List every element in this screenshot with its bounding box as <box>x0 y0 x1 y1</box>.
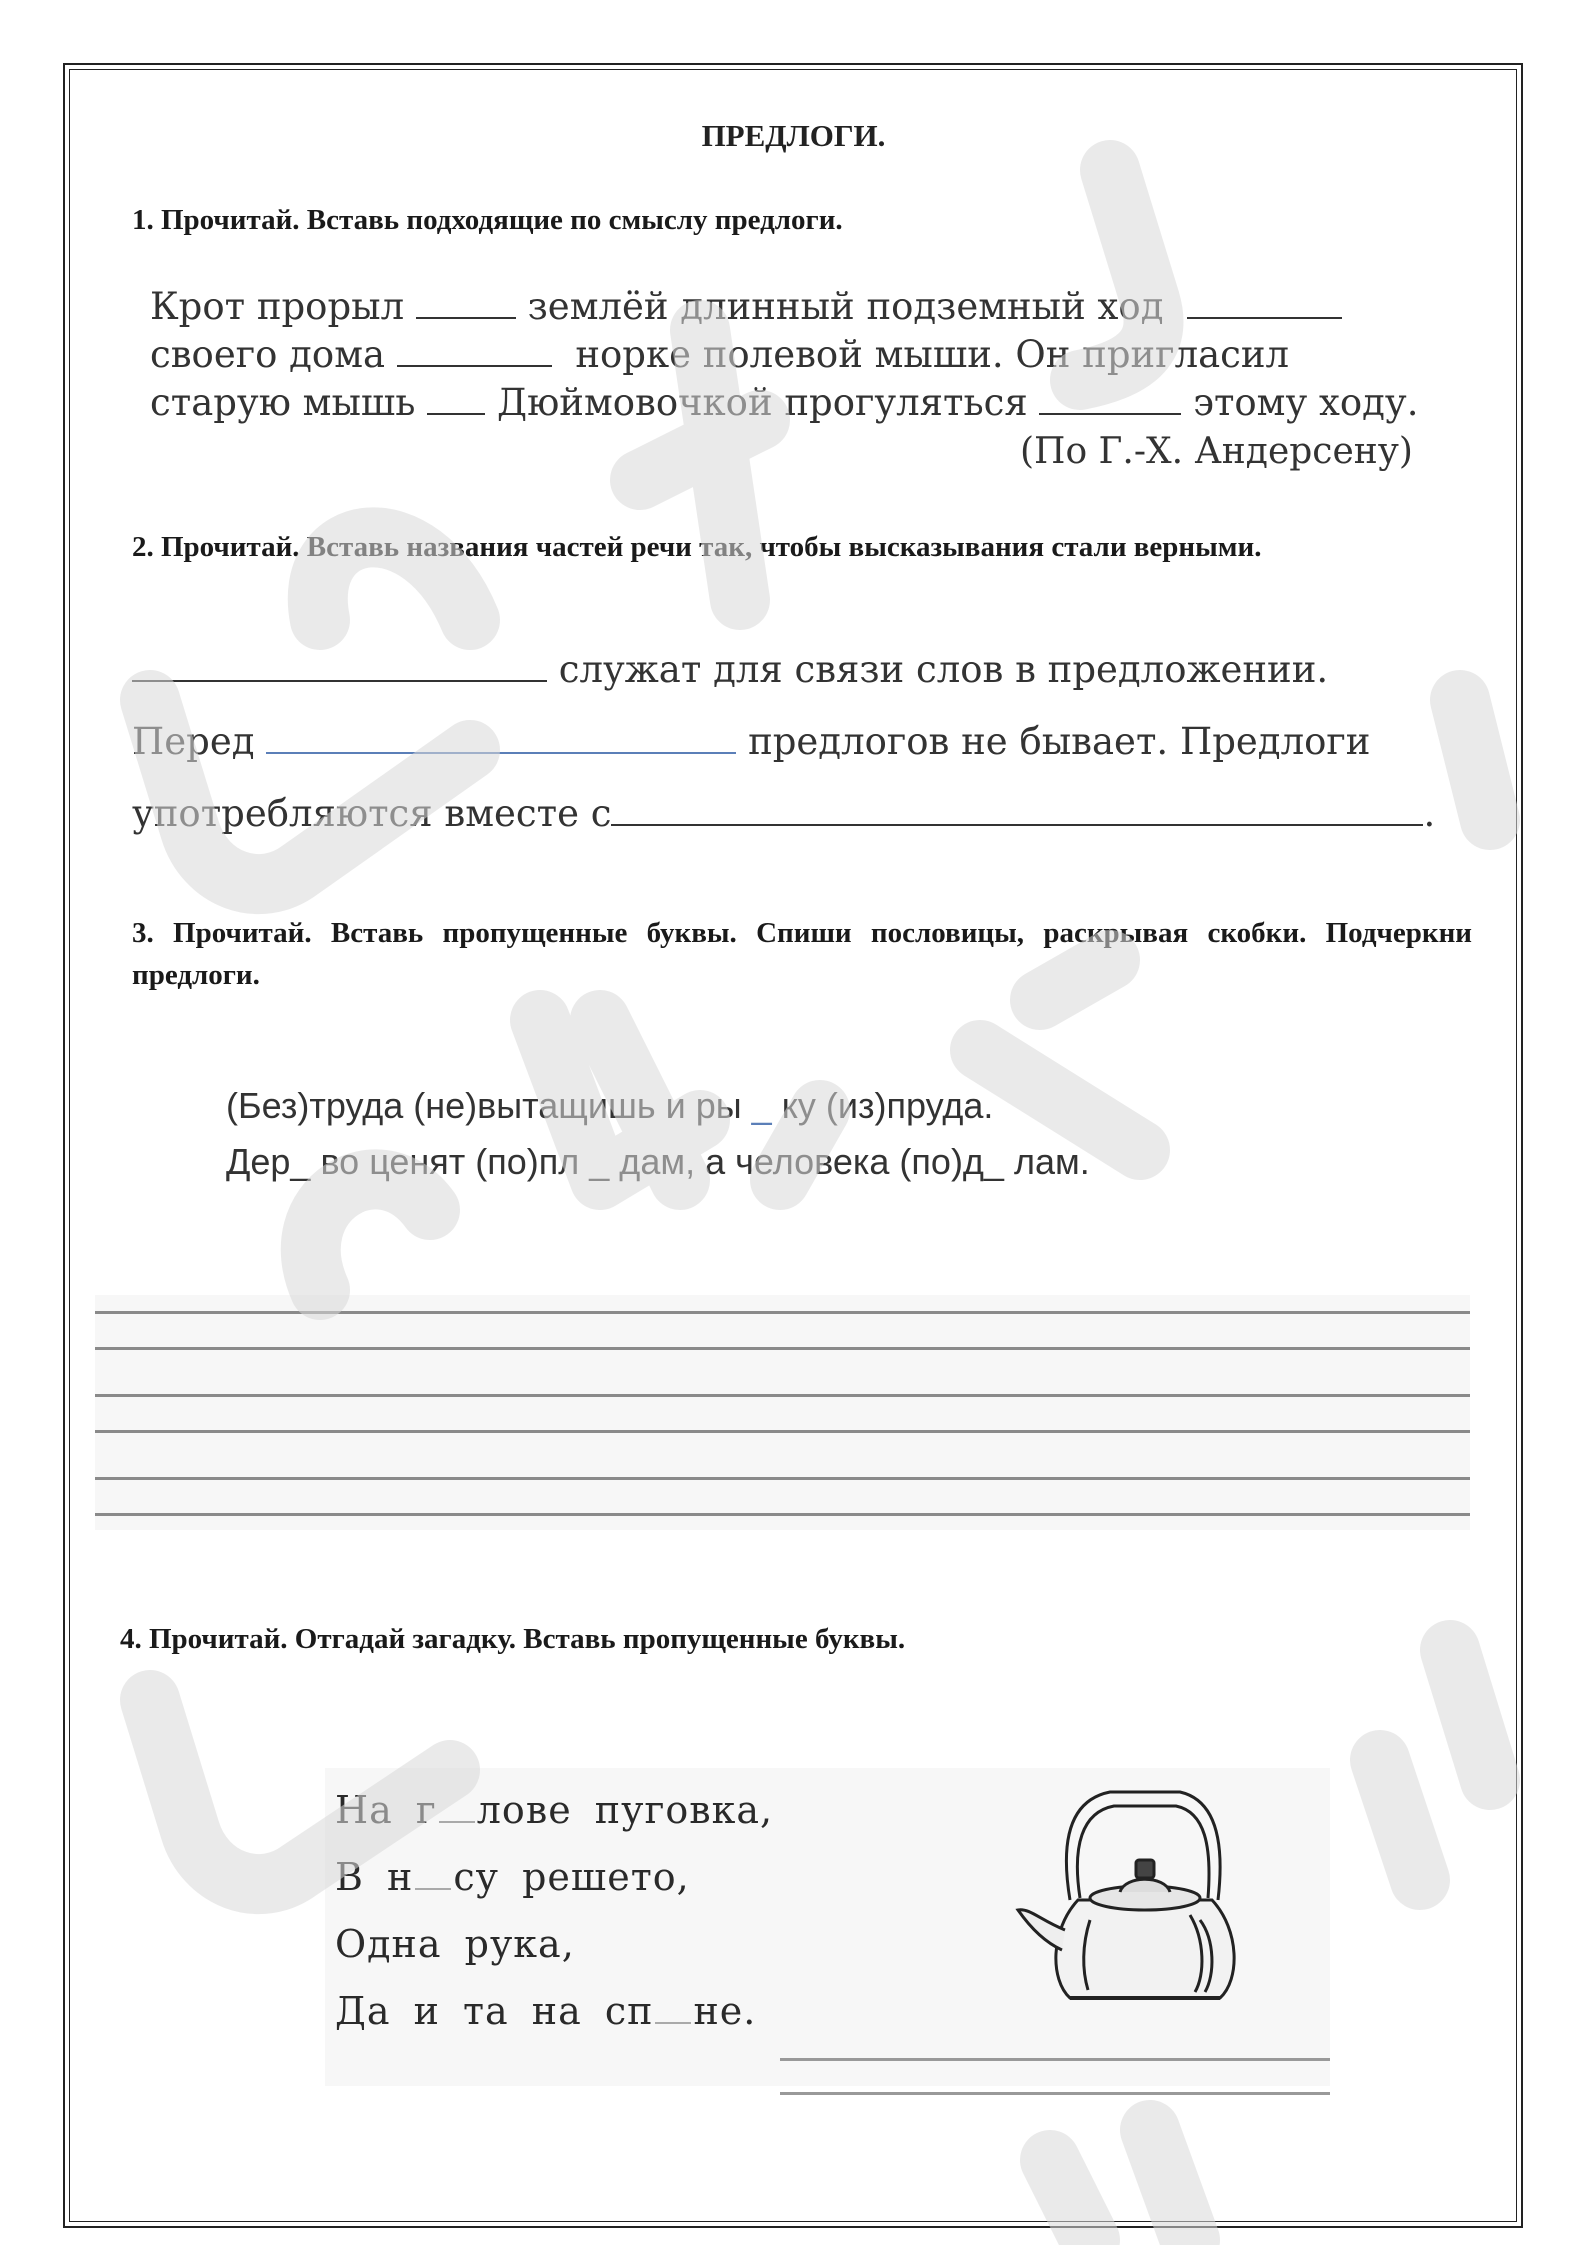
task2-line1 <box>132 648 1328 691</box>
blank-input[interactable] <box>416 287 516 319</box>
writing-line <box>95 1347 1470 1350</box>
answer-line[interactable] <box>780 2058 1330 2061</box>
task1-heading: 1. Прочитай. Вставь подходящие по смыслу предлоги. <box>132 204 843 236</box>
task2-line2 <box>132 720 1370 763</box>
blank-input[interactable] <box>397 335 552 367</box>
task2-line3a: употребляются вместе с <box>132 792 612 835</box>
letter-gap[interactable] <box>439 1821 475 1823</box>
letter-gap[interactable] <box>655 2022 691 2024</box>
task3-heading: 3. Прочитай. Вставь пропущенные буквы. Спиши пословицы, раскрывая скобки. Подчеркни предлоги. <box>132 917 1472 991</box>
writing-line <box>95 1513 1470 1516</box>
task1-line2 <box>150 333 1289 376</box>
proverb-1 <box>226 1085 993 1127</box>
task1-line1a: Крот прорыл <box>150 285 405 328</box>
riddle-line-2 <box>335 1855 690 1899</box>
riddle-line-4a: Да и та на сп <box>335 1989 654 2033</box>
task2-heading: 2. Прочитай. Вставь названия частей речи так, чтобы высказывания стали верными. <box>132 531 1262 563</box>
task2-line2a: Перед <box>132 720 255 763</box>
kettle-icon <box>1010 1780 1260 2010</box>
riddle-line-1a: На г <box>335 1788 437 1832</box>
riddle-line-4 <box>335 1989 756 2033</box>
page-title: ПРЕДЛОГИ. <box>701 118 886 153</box>
blank-input[interactable] <box>611 794 1423 826</box>
proverb-1b: ку (из)пруда. <box>781 1085 994 1126</box>
writing-line <box>95 1394 1470 1397</box>
riddle-line-1b: лове пуговка, <box>476 1788 774 1832</box>
riddle-line-2b: су решето, <box>453 1855 690 1899</box>
riddle-line-1 <box>335 1788 773 1832</box>
task1-line3b: Дюймовочкой прогуляться <box>496 381 1028 424</box>
writing-lines[interactable] <box>95 1295 1470 1530</box>
task1-line2a: своего дома <box>150 333 386 376</box>
task1-line1 <box>150 285 1342 328</box>
task1-line2b: норке полевой мыши. Он пригласил <box>575 333 1290 376</box>
riddle-line-2a: В н <box>335 1855 414 1899</box>
task2-line3b: . <box>1423 792 1436 835</box>
task1-line3c: этому ходу. <box>1193 381 1419 424</box>
blank-input[interactable] <box>1039 383 1181 415</box>
blank-input[interactable] <box>132 650 547 682</box>
task4-heading: 4. Прочитай. Отгадай загадку. Вставь пропущенные буквы. <box>120 1623 906 1655</box>
proverb-1a: (Без)труда (не)вытащишь и ры <box>226 1085 742 1126</box>
task1-line1b: землёй длинный подземный ход <box>527 285 1164 328</box>
task2-line3 <box>132 792 1435 835</box>
riddle-line-4b: не. <box>693 1989 757 2033</box>
writing-line <box>95 1477 1470 1480</box>
writing-line <box>95 1430 1470 1433</box>
answer-line[interactable] <box>780 2092 1330 2095</box>
letter-gap[interactable] <box>415 1888 451 1890</box>
blank-input[interactable] <box>1187 287 1342 319</box>
blank-input[interactable] <box>427 383 485 415</box>
task1-line3a: старую мышь <box>150 381 416 424</box>
task1-line3 <box>150 381 1418 424</box>
task2-line1-text: служат для связи слов в предложении. <box>558 648 1329 691</box>
proverb-2: Дер_ во ценят (по)пл _ дам, а человека (по)д_ лам. <box>226 1141 1090 1182</box>
riddle-line-3: Одна рука, <box>335 1922 575 1966</box>
task2-line2b: предлогов не бывает. Предлоги <box>748 720 1371 763</box>
blank-input[interactable] <box>266 722 736 754</box>
writing-line <box>95 1311 1470 1314</box>
task1-source: (По Г.-Х. Андерсену) <box>1020 431 1413 472</box>
proverb-1-gap[interactable]: _ <box>751 1085 772 1126</box>
